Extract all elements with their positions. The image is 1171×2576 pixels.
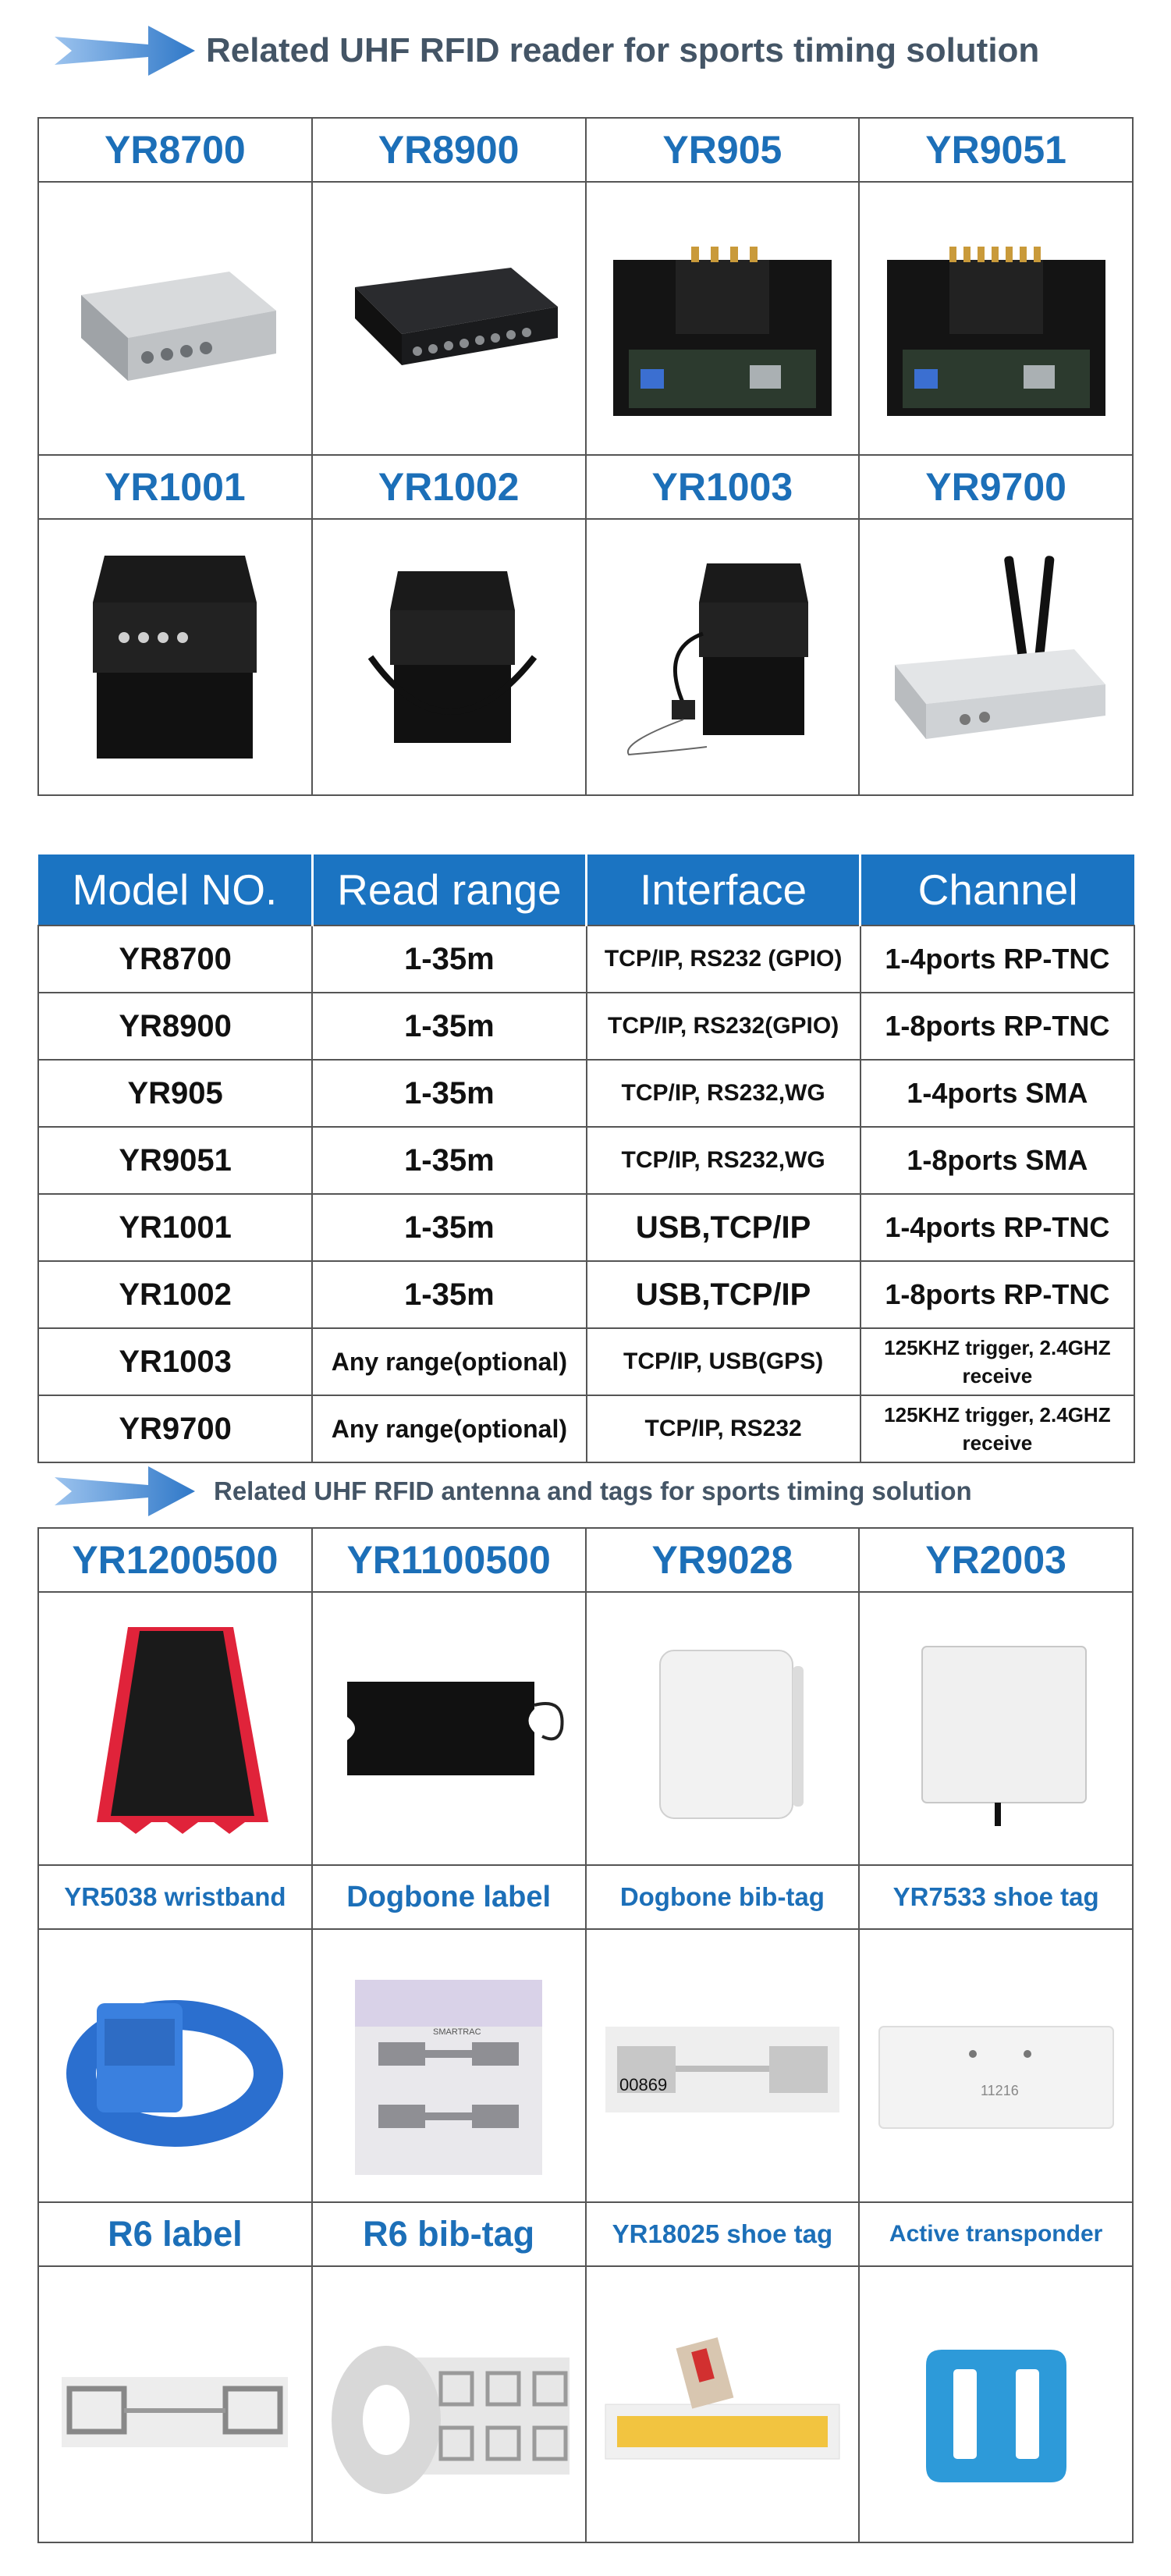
cell-channel: 1-8ports RP-TNC bbox=[861, 993, 1134, 1060]
product-label: Dogbone bib-tag bbox=[586, 1865, 860, 1929]
reader-case-with-antenna-image bbox=[598, 540, 847, 774]
table-row bbox=[38, 1127, 1134, 1194]
cell-range: Any range(optional) bbox=[312, 1328, 586, 1395]
r6-label-image bbox=[50, 2287, 300, 2521]
reader-board-image bbox=[871, 201, 1121, 435]
product-photo bbox=[586, 2266, 860, 2542]
dogbone-label-roll-image bbox=[324, 1949, 573, 2183]
reader-antenna-box-image bbox=[871, 540, 1121, 774]
cell-model: YR9051 bbox=[38, 1127, 312, 1194]
product-photo bbox=[38, 182, 312, 455]
cell-interface: TCP/IP, RS232(GPIO) bbox=[587, 993, 861, 1060]
cell-range: 1-35m bbox=[312, 993, 586, 1060]
product-label: YR9051 bbox=[859, 118, 1133, 182]
cell-channel: 1-8ports SMA bbox=[861, 1127, 1134, 1194]
cell-channel: 1-4ports SMA bbox=[861, 1060, 1134, 1127]
table-row bbox=[38, 1395, 1134, 1462]
table-row bbox=[38, 1261, 1134, 1328]
shoe-tag-image bbox=[871, 1949, 1121, 2183]
arrow-right-icon bbox=[55, 26, 195, 76]
cell-model: YR9700 bbox=[38, 1395, 312, 1462]
table-row bbox=[38, 993, 1134, 1060]
product-label: YR1100500 bbox=[312, 1528, 586, 1592]
dogbone-bibtag-image bbox=[598, 1949, 847, 2183]
table-row bbox=[38, 1060, 1134, 1127]
cell-channel: 1-4ports RP-TNC bbox=[861, 1194, 1134, 1261]
arrow-right-icon bbox=[55, 1466, 195, 1516]
cell-channel: 1-4ports RP-TNC bbox=[861, 926, 1134, 993]
mat-antenna-image bbox=[50, 1611, 300, 1846]
reader-gallery bbox=[37, 117, 1134, 796]
cell-interface: USB,TCP/IP bbox=[587, 1194, 861, 1261]
shoe-tag-strip-image bbox=[598, 2287, 847, 2521]
product-label: YR905 bbox=[586, 118, 860, 182]
spec-header-channel: Channel bbox=[861, 855, 1134, 926]
product-label: YR9028 bbox=[586, 1528, 860, 1592]
spec-header-range: Read range bbox=[312, 855, 586, 926]
cell-range: 1-35m bbox=[312, 926, 586, 993]
cell-model: YR1003 bbox=[38, 1328, 312, 1395]
reader-board-image bbox=[598, 201, 847, 435]
cell-range: 1-35m bbox=[312, 1261, 586, 1328]
product-photo bbox=[586, 1592, 860, 1865]
r6-bibtag-roll-image bbox=[324, 2287, 573, 2521]
active-transponder-image bbox=[871, 2287, 1121, 2521]
cell-range: 1-35m bbox=[312, 1194, 586, 1261]
product-label: YR1003 bbox=[586, 455, 860, 519]
cell-channel: 125KHZ trigger, 2.4GHZ receive bbox=[861, 1395, 1134, 1462]
cell-interface: TCP/IP, RS232,WG bbox=[587, 1060, 861, 1127]
table-row bbox=[38, 926, 1134, 993]
product-photo bbox=[38, 1929, 312, 2202]
brand-text: SMARTRAC bbox=[433, 2027, 481, 2037]
spec-table bbox=[37, 855, 1135, 1463]
cell-model: YR8900 bbox=[38, 993, 312, 1060]
cell-model: YR8700 bbox=[38, 926, 312, 993]
product-photo bbox=[312, 519, 586, 795]
product-label: YR8900 bbox=[312, 118, 586, 182]
product-label: R6 label bbox=[38, 2202, 312, 2266]
product-label: Dogbone label bbox=[312, 1865, 586, 1929]
spec-header-interface: Interface bbox=[587, 855, 861, 926]
product-label: YR1001 bbox=[38, 455, 312, 519]
product-photo bbox=[38, 1592, 312, 1865]
reader-case-image bbox=[324, 540, 573, 774]
product-photo bbox=[586, 1929, 860, 2202]
product-photo bbox=[859, 1592, 1133, 1865]
section-title: Related UHF RFID reader for sports timing solution bbox=[206, 31, 1040, 69]
cell-model: YR1002 bbox=[38, 1261, 312, 1328]
tag-number-text: 00869 bbox=[619, 2075, 668, 2095]
product-photo bbox=[586, 182, 860, 455]
product-photo bbox=[38, 2266, 312, 2542]
reader-case-image bbox=[50, 540, 300, 774]
cell-interface: TCP/IP, USB(GPS) bbox=[587, 1328, 861, 1395]
tag-number-text: 11216 bbox=[980, 2083, 1019, 2098]
product-photo bbox=[859, 1929, 1133, 2202]
product-photo bbox=[859, 519, 1133, 795]
section-header-accessories bbox=[55, 1464, 972, 1519]
wristband-image bbox=[50, 1949, 300, 2183]
reader-black-box-image bbox=[324, 201, 573, 435]
section-title: Related UHF RFID antenna and tags for sports timing solution bbox=[214, 1476, 972, 1505]
product-photo bbox=[38, 519, 312, 795]
product-label: YR7533 shoe tag bbox=[859, 1865, 1133, 1929]
cell-model: YR1001 bbox=[38, 1194, 312, 1261]
cell-range: 1-35m bbox=[312, 1127, 586, 1194]
cell-interface: TCP/IP, RS232,WG bbox=[587, 1127, 861, 1194]
table-row bbox=[38, 1328, 1134, 1395]
product-photo bbox=[312, 2266, 586, 2542]
spec-header-model: Model NO. bbox=[38, 855, 312, 926]
product-label: YR8700 bbox=[38, 118, 312, 182]
cell-interface: USB,TCP/IP bbox=[587, 1261, 861, 1328]
cell-channel: 1-8ports RP-TNC bbox=[861, 1261, 1134, 1328]
product-photo bbox=[859, 2266, 1133, 2542]
product-label: YR1200500 bbox=[38, 1528, 312, 1592]
product-label: R6 bib-tag bbox=[312, 2202, 586, 2266]
product-label: YR2003 bbox=[859, 1528, 1133, 1592]
panel-antenna-image bbox=[871, 1611, 1121, 1846]
mat-antenna-image bbox=[324, 1611, 573, 1846]
product-photo bbox=[859, 182, 1133, 455]
product-label: YR5038 wristband bbox=[38, 1865, 312, 1929]
product-label: YR9700 bbox=[859, 455, 1133, 519]
section-header-readers bbox=[55, 23, 1039, 78]
accessory-gallery bbox=[37, 1527, 1134, 2543]
product-photo bbox=[312, 1929, 586, 2202]
product-label: YR1002 bbox=[312, 455, 586, 519]
cell-channel: 125KHZ trigger, 2.4GHZ receive bbox=[861, 1328, 1134, 1395]
panel-antenna-image bbox=[598, 1611, 847, 1846]
product-photo bbox=[312, 1592, 586, 1865]
cell-range: Any range(optional) bbox=[312, 1395, 586, 1462]
cell-interface: TCP/IP, RS232 (GPIO) bbox=[587, 926, 861, 993]
product-label: Active transponder bbox=[859, 2202, 1133, 2266]
cell-interface: TCP/IP, RS232 bbox=[587, 1395, 861, 1462]
product-photo bbox=[312, 182, 586, 455]
product-label: YR18025 shoe tag bbox=[586, 2202, 860, 2266]
cell-model: YR905 bbox=[38, 1060, 312, 1127]
reader-grey-box-image bbox=[50, 201, 300, 435]
table-row bbox=[38, 1194, 1134, 1261]
product-photo bbox=[586, 519, 860, 795]
cell-range: 1-35m bbox=[312, 1060, 586, 1127]
